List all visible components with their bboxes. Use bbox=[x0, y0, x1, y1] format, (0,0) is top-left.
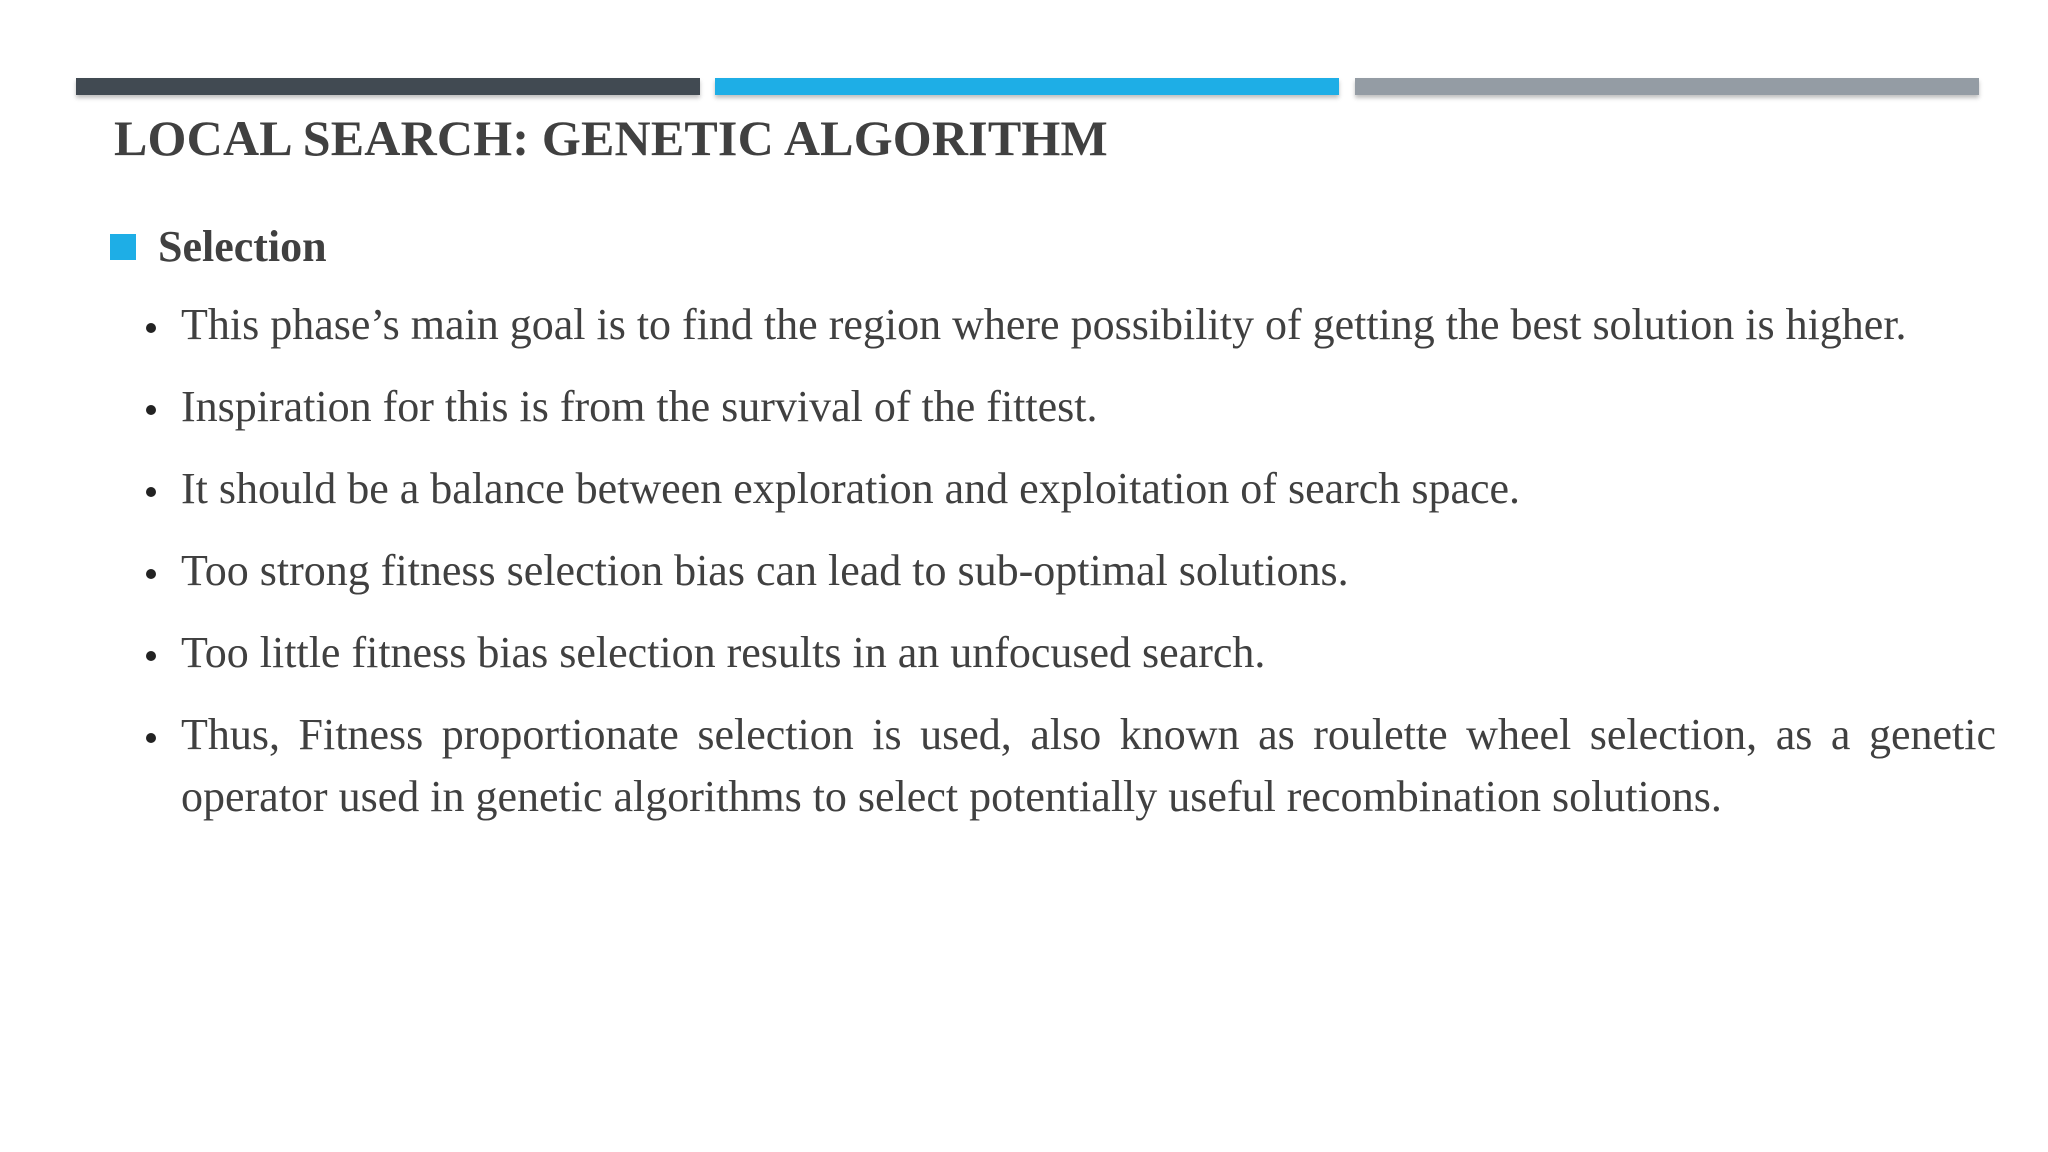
section-heading bbox=[110, 219, 327, 275]
bullet-item bbox=[140, 376, 1996, 438]
square-bullet-icon bbox=[110, 234, 136, 260]
bullet-dot-icon bbox=[146, 487, 156, 497]
bullet-dot-icon bbox=[146, 733, 156, 743]
bullet-item bbox=[140, 704, 1996, 828]
bullet-dot-icon bbox=[146, 323, 156, 333]
bullet-item bbox=[140, 458, 1996, 520]
bullet-dot-icon bbox=[146, 405, 156, 415]
accent-bar-gray bbox=[1355, 78, 1979, 95]
bullet-item bbox=[140, 540, 1996, 602]
bullet-text: Inspiration for this is from the survival of the fittest. bbox=[181, 382, 1098, 431]
section-label: Selection bbox=[158, 222, 327, 271]
bullet-list bbox=[140, 294, 1996, 848]
accent-bar-blue bbox=[715, 78, 1339, 95]
accent-bar-dark bbox=[76, 78, 700, 95]
bullet-text: Thus, Fitness proportionate selection is used, also known as roulette wheel selection, as a genetic operator used in genetic algorithms to select potentially useful recombination solutions. bbox=[181, 710, 1996, 821]
bullet-dot-icon bbox=[146, 651, 156, 661]
bullet-item bbox=[140, 294, 1996, 356]
bullet-dot-icon bbox=[146, 569, 156, 579]
bullet-text: Too strong fitness selection bias can lead to sub-optimal solutions. bbox=[181, 546, 1349, 595]
bullet-text: It should be a balance between exploration and exploitation of search space. bbox=[181, 464, 1521, 513]
bullet-item bbox=[140, 622, 1996, 684]
bullet-text: This phase’s main goal is to find the region where possibility of getting the best solution is higher. bbox=[181, 300, 1907, 349]
bullet-text: Too little fitness bias selection results in an unfocused search. bbox=[181, 628, 1266, 677]
slide-title: LOCAL SEARCH: GENETIC ALGORITHM bbox=[114, 110, 1108, 166]
